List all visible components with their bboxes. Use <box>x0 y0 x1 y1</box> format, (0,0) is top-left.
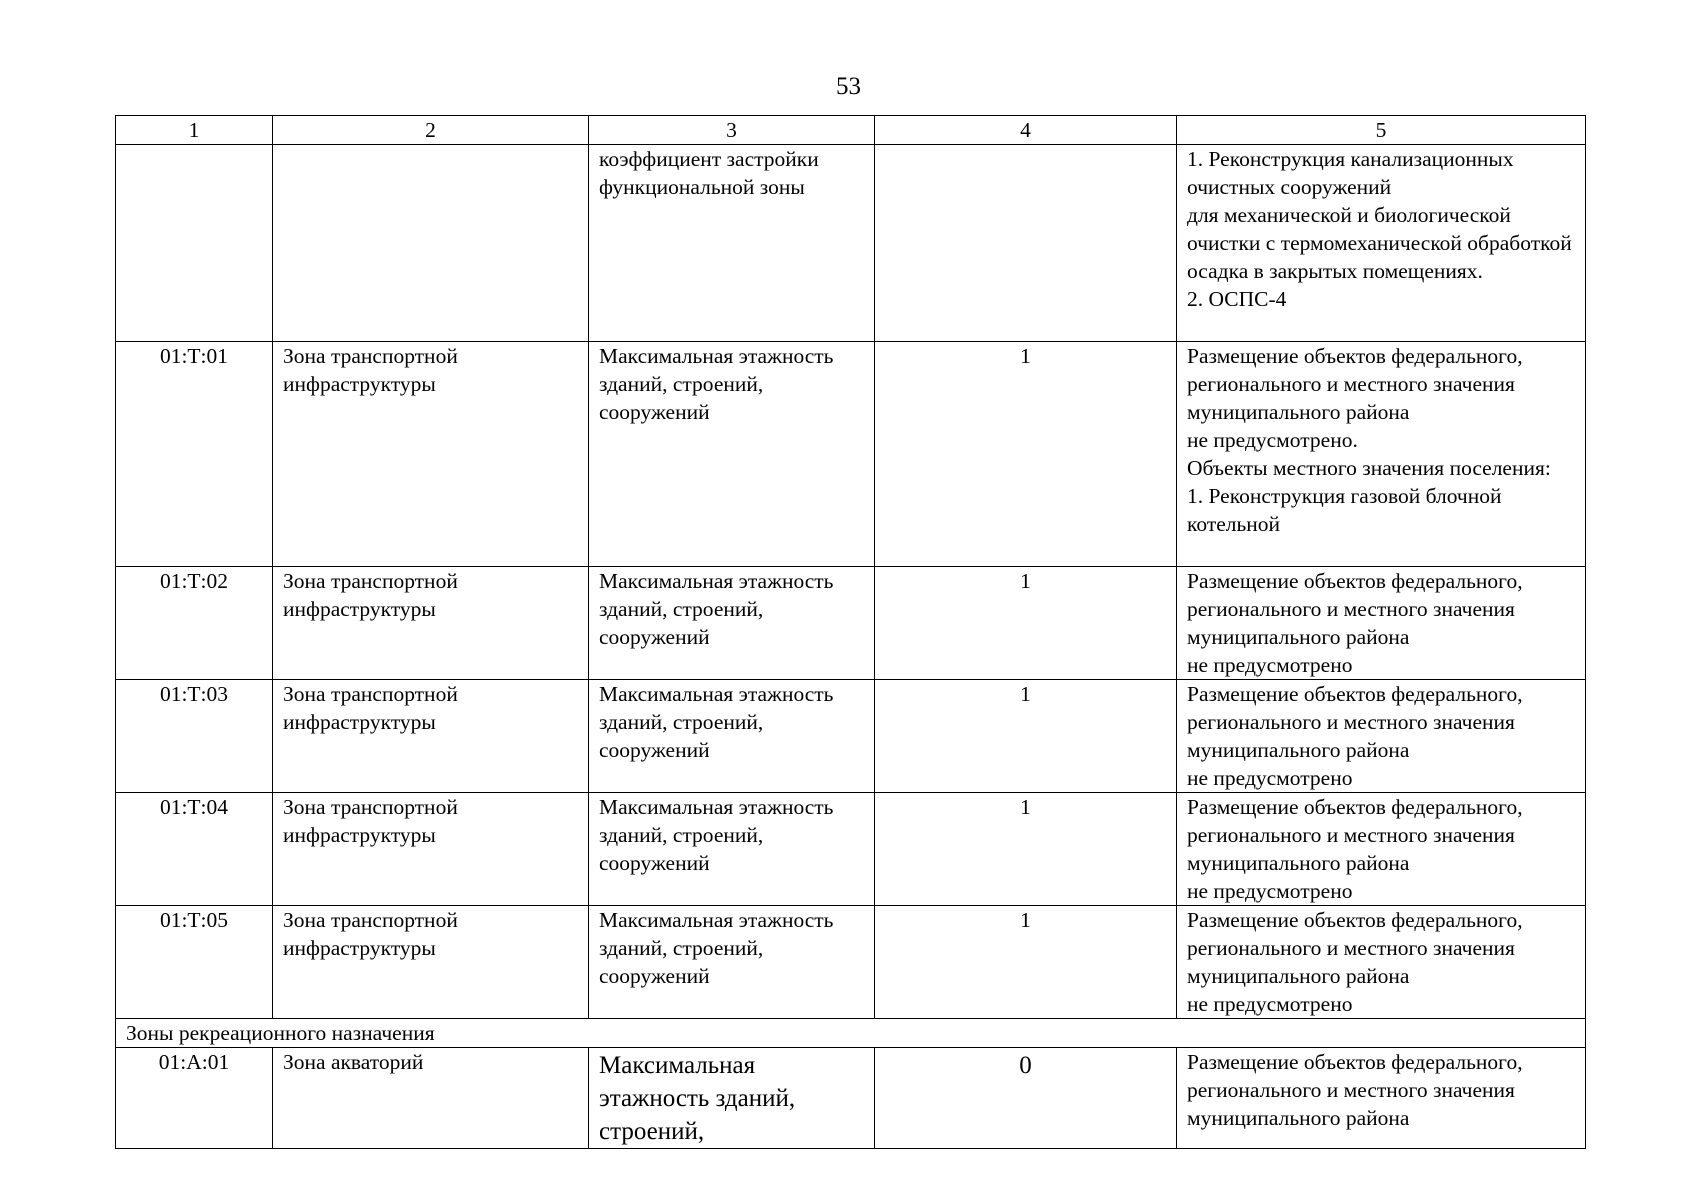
cell-parameter: Максимальная этажность зданий, строений, сооружений <box>589 342 875 567</box>
cell-zone: Зона транспортной инфраструктуры <box>273 793 589 906</box>
cell-value: 1 <box>875 342 1177 567</box>
section-heading-row <box>116 1019 1586 1048</box>
cell-value: 1 <box>875 680 1177 793</box>
cell-parameter: Максимальная этажность зданий, строений, сооружений <box>589 680 875 793</box>
cell-parameter: коэффициент застройки функциональной зоны <box>589 145 875 342</box>
cell-objects: Размещение объектов федерального, регионального и местного значения муниципального района не предусмотрено. Объекты местного значения поселения: 1. Реконструкция газовой блочной котельной <box>1177 342 1586 567</box>
table-row <box>116 906 1586 1019</box>
table-row <box>116 680 1586 793</box>
cell-code: 01:А:01 <box>116 1048 273 1149</box>
cell-code: 01:Т:02 <box>116 567 273 680</box>
page-number: 53 <box>836 73 861 100</box>
cell-value: 1 <box>875 793 1177 906</box>
cell-value: 1 <box>875 567 1177 680</box>
section-heading: Зоны рекреационного назначения <box>116 1019 1586 1048</box>
zones-table <box>115 115 1586 1149</box>
cell-parameter: Максимальная этажность зданий, строений, сооружений <box>589 793 875 906</box>
cell-value: 0 <box>875 1048 1177 1149</box>
cell-code: 01:Т:04 <box>116 793 273 906</box>
cell-objects: Размещение объектов федерального, регионального и местного значения муниципального района <box>1177 1048 1586 1149</box>
cell-parameter: Максимальная этажность зданий, строений, <box>589 1048 875 1149</box>
table-row <box>116 793 1586 906</box>
table-row <box>116 567 1586 680</box>
cell-parameter: Максимальная этажность зданий, строений, сооружений <box>589 906 875 1019</box>
column-header-5: 5 <box>1177 116 1586 145</box>
column-header-3: 3 <box>589 116 875 145</box>
cell-objects: Размещение объектов федерального, регионального и местного значения муниципального района не предусмотрено <box>1177 906 1586 1019</box>
cell-objects: Размещение объектов федерального, регионального и местного значения муниципального района не предусмотрено <box>1177 680 1586 793</box>
cell-code: 01:Т:05 <box>116 906 273 1019</box>
cell-code: 01:Т:01 <box>116 342 273 567</box>
cell-parameter: Максимальная этажность зданий, строений, сооружений <box>589 567 875 680</box>
cell-objects: Размещение объектов федерального, регионального и местного значения муниципального района не предусмотрено <box>1177 793 1586 906</box>
column-header-4: 4 <box>875 116 1177 145</box>
cell-zone: Зона транспортной инфраструктуры <box>273 680 589 793</box>
cell-zone: Зона транспортной инфраструктуры <box>273 567 589 680</box>
table-row-continuation <box>116 145 1586 342</box>
table-row <box>116 1048 1586 1149</box>
cell-zone: Зона транспортной инфраструктуры <box>273 906 589 1019</box>
cell-objects: Размещение объектов федерального, регионального и местного значения муниципального района не предусмотрено <box>1177 567 1586 680</box>
cell-zone: Зона акваторий <box>273 1048 589 1149</box>
cell-code: 01:Т:03 <box>116 680 273 793</box>
column-header-2: 2 <box>273 116 589 145</box>
column-header-1: 1 <box>116 116 273 145</box>
table-header-row <box>116 116 1586 145</box>
table-row <box>116 342 1586 567</box>
cell-value: 1 <box>875 906 1177 1019</box>
cell-value <box>875 145 1177 342</box>
cell-code <box>116 145 273 342</box>
cell-zone <box>273 145 589 342</box>
cell-objects: 1. Реконструкция канализационных очистных сооружений для механической и биологической очистки с термомеханической обработкой осадка в закрытых помещениях. 2. ОСПС-4 <box>1177 145 1586 342</box>
cell-zone: Зона транспортной инфраструктуры <box>273 342 589 567</box>
